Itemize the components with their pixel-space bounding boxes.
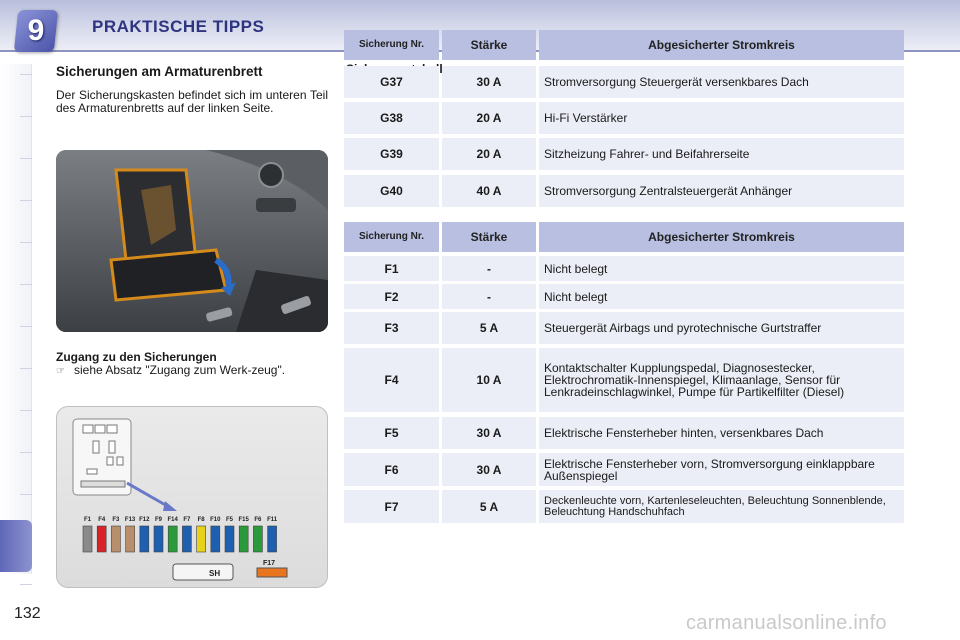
fuse-label: F7: [183, 517, 191, 523]
table-row: [344, 138, 904, 170]
fuse-slot: [239, 526, 248, 552]
fuse-slot: [211, 526, 220, 552]
fuse-strength-cell: 40 A: [442, 175, 536, 207]
fuse-strength-cell: Stärke: [442, 222, 536, 252]
fuse-box-diagram: [56, 406, 328, 588]
fuse-circuit-cell: Nicht belegt: [539, 284, 904, 309]
fuse-strength-cell: 30 A: [442, 453, 536, 486]
fuse-strength-cell: -: [442, 256, 536, 281]
fuse-label: F12: [139, 517, 150, 523]
access-title: Zugang zu den Sicherungen: [56, 350, 217, 364]
fuse-label: F13: [124, 517, 136, 523]
fuse-label: F5: [225, 517, 234, 523]
fuse-number-cell: G37: [344, 66, 439, 98]
fuse-circuit-cell: Stromversorgung Steuergerät versenkbares Dach: [539, 66, 904, 98]
fuse-circuit-cell: Steuergerät Airbags und pyrotechnische Gurtstraffer: [539, 312, 904, 344]
table-row: [344, 66, 904, 98]
page-number: 132: [14, 605, 41, 622]
fuse-slot: [182, 526, 191, 552]
page-title: PRAKTISCHE TIPPS: [92, 17, 265, 36]
fuse-slot: [268, 526, 277, 552]
fuse-label: F9: [154, 517, 163, 523]
left-column: [56, 60, 328, 115]
table-row: [344, 284, 904, 309]
fuse-number-cell: Sicherung Nr.: [344, 222, 439, 252]
dashboard-illustration: [56, 150, 328, 332]
side-tab-strip: [0, 64, 32, 574]
fuse-circuit-cell: Hi-Fi Verstärker: [539, 102, 904, 134]
access-text: siehe Absatz "Zugang zum Werk-zeug".: [74, 363, 286, 377]
fuse-slot: [154, 526, 163, 552]
f17-label: F17: [263, 560, 276, 567]
fuse-strength-cell: 30 A: [442, 66, 536, 98]
fuse-number-cell: G39: [344, 138, 439, 170]
fuse-strength-cell: 5 A: [442, 490, 536, 523]
fuse-strength-cell: 30 A: [442, 417, 536, 449]
fuse-number-cell: Sicherung Nr.: [344, 30, 439, 60]
fuse-strength-cell: 20 A: [442, 102, 536, 134]
fuse-label: F14: [167, 517, 178, 523]
chapter-badge: [14, 10, 58, 52]
fuse-circuit-cell: Abgesicherter Stromkreis: [539, 222, 904, 252]
fuse-slot: [126, 526, 135, 552]
table-row: [344, 453, 904, 486]
table-row: [344, 490, 904, 523]
fuse-slot: [253, 526, 262, 552]
fuse-number-cell: F4: [344, 348, 439, 412]
fuse-number-cell: F5: [344, 417, 439, 449]
table-row: [344, 417, 904, 449]
fuse-label: F4: [98, 517, 106, 523]
fuse-circuit-cell: Elektrische Fensterheber vorn, Stromversorgung einklappbare Außenspiegel: [539, 453, 904, 486]
fuse-slot: [225, 526, 234, 552]
fuse-strength-cell: -: [442, 284, 536, 309]
fuse-circuit-cell: Elektrische Fensterheber hinten, versenkbares Dach: [539, 417, 904, 449]
fuse-number-cell: F2: [344, 284, 439, 309]
intro-text: Der Sicherungskasten befindet sich im unteren Teil des Armaturenbretts auf der linken Seite.: [56, 88, 328, 115]
fuse-label: F6: [254, 517, 262, 523]
fuse-number-cell: G40: [344, 175, 439, 207]
fuse-label: F11: [267, 517, 278, 523]
fuse-circuit-cell: Deckenleuchte vorn, Kartenleseleuchten, Beleuchtung Sonnenblende, Beleuchtung Handschuhfach: [539, 490, 904, 523]
table-header-row: [344, 30, 904, 60]
dashboard-photo: [56, 150, 328, 332]
table-row: [344, 175, 904, 207]
fuse-f17: [257, 568, 287, 577]
fuse-strength-cell: 20 A: [442, 138, 536, 170]
fuse-label: F10: [210, 517, 221, 523]
fuse-circuit-cell: Abgesicherter Stromkreis: [539, 30, 904, 60]
fuse-slot: [140, 526, 149, 552]
fuse-number-cell: F6: [344, 453, 439, 486]
fuse-slot: [197, 526, 206, 552]
fuse-slot: [97, 526, 106, 552]
fuse-strength-cell: Stärke: [442, 30, 536, 60]
pointing-hand-icon: ☞: [56, 366, 65, 377]
table-row: [344, 312, 904, 344]
fuse-slot: [111, 526, 120, 552]
fuse-strength-cell: 10 A: [442, 348, 536, 412]
fuse-circuit-cell: Sitzheizung Fahrer- und Beifahrerseite: [539, 138, 904, 170]
fuse-strength-cell: 5 A: [442, 312, 536, 344]
fuse-number-cell: F3: [344, 312, 439, 344]
sh-label: SH: [209, 569, 221, 578]
fuse-circuit-cell: Nicht belegt: [539, 256, 904, 281]
fuse-circuit-cell: Stromversorgung Zentralsteuergerät Anhänger: [539, 175, 904, 207]
watermark: carmanualsonline.info: [686, 612, 887, 634]
fuse-label: F15: [238, 517, 249, 523]
table-row: [344, 348, 904, 412]
table-row: [344, 102, 904, 134]
table-row: [344, 256, 904, 281]
table-header-row: [344, 222, 904, 252]
fuse-number-cell: F7: [344, 490, 439, 523]
fuse-label: F1: [83, 517, 92, 523]
chapter-number: 9: [27, 14, 45, 47]
fuse-slot: [168, 526, 177, 552]
fuse-number-cell: G38: [344, 102, 439, 134]
fuse-slot: [83, 526, 92, 552]
access-instruction: [56, 364, 328, 378]
fuse-layout-illustration: [57, 407, 329, 589]
fuse-circuit-cell: Kontaktschalter Kupplungspedal, Diagnosestecker, Elektrochromatik-Innenspiegel, Klimaanlage, Sensor für Lenkradeinschlagwinkel, Pumpe für Partikelfilter (Diesel): [539, 348, 904, 412]
fuse-label: F3: [112, 517, 120, 523]
fuse-label: F8: [197, 517, 205, 523]
section-title: Sicherungen am Armaturenbrett: [56, 64, 263, 79]
fuse-number-cell: F1: [344, 256, 439, 281]
active-chapter-tab[interactable]: [0, 520, 32, 572]
